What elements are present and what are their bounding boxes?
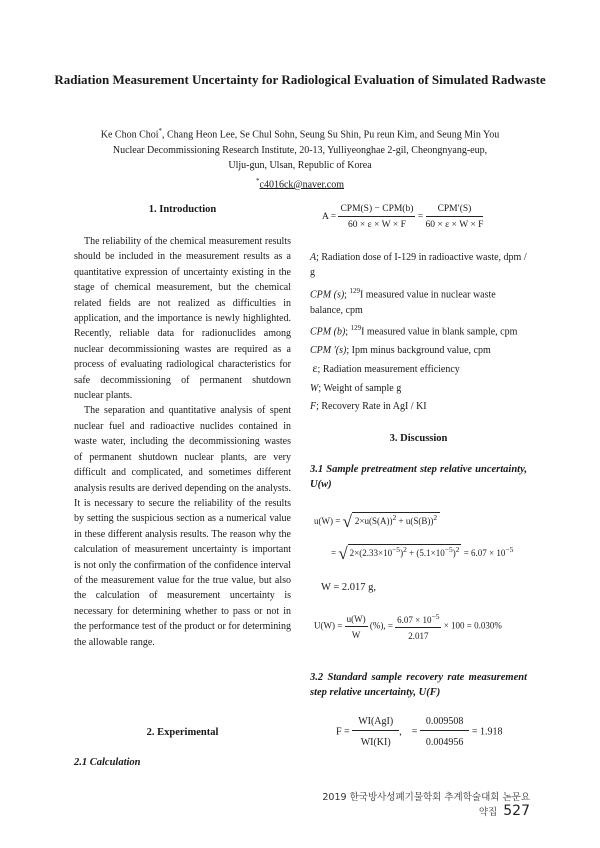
- page-footer: [320, 789, 530, 819]
- section-3-2-heading: 3.2 Standard sample recovery rate measurement step relative uncertainty, U(F): [310, 672, 527, 699]
- affiliation-line-2: Ulju-gun, Ulsan, Republic of Korea: [228, 160, 372, 172]
- discussion-heading: 3. Discussion: [389, 433, 448, 444]
- paper-title: Radiation Measurement Uncertainty for Radiological Evaluation of Simulated Radwaste: [54, 72, 546, 87]
- intro-paragraph-1: The reliability of the chemical measurement results should be included in the measurement results as a quantitative expression of uncertainty existing in the stage of chemical measurement, but the chemical related fields are not realized as difficulties in application, and the importance is newly highlighted. Recently, reliable data for radionuclides among nuclear decommissioning wastes are required as a process of evaluating radiological characteristics for safe decommissioning of permanent shutdown nuclear plants.: [74, 236, 291, 402]
- sqrt-icon: √: [338, 544, 348, 563]
- weight-value: W = 2.017 g,: [321, 582, 377, 593]
- proceedings-name: 2019 한국방사성폐기물학회 추계학술대회 논문요약집: [322, 792, 530, 818]
- author-names: Ke Chon Choi*, Chang Heon Lee, Se Chul Sohn, Seung Su Shin, Pu reun Kim, and Seung Min You: [100, 127, 500, 141]
- intro-paragraph-2: The separation and quantitative analysis of spent nuclear fuel and radioactive nuclides contained in waste water, including the decommissioning wastes of permanent shutdown nuclear plants, are very difficult and complicated, and sometimes different analysis results are derived depending on the analysts. It is necessary to secure the reliability of the results by setting the suspicious section as a numerical value in these different analysis results. The reason why the calculation of measurement uncertainty is important is not only the confirmation of the confidence interval of the measurement value for the true value, but also the calculation of measurement uncertainty is necessary for determining whether to pass or not in the performance test of the product or for determining the allowable range.: [74, 405, 291, 648]
- calculation-heading: 2.1 Calculation: [74, 757, 141, 768]
- section-3-1-heading: 3.1 Sample pretreatment step relative uncertainty, U(w): [310, 464, 527, 491]
- contact-email[interactable]: *c4016ck@naver.com: [256, 176, 344, 191]
- equation-relative-uw: U(W) = $\frac{u(W)}{W}$ (%), = $\frac{6.07 \times 10^{-5}}{2.017}$ × 100 = 0.030%: [314, 612, 502, 641]
- definition-cpm-b: CPM (b); $^{129}$I measured value in blank sample, cpm: [310, 323, 518, 338]
- email-link[interactable]: c4016ck@naver.com: [259, 179, 344, 191]
- equation-uw-line1: u(W) = √ $2\times u(S(A))^2 + u(S(B))^2$: [314, 508, 440, 532]
- sqrt-icon: √: [342, 512, 352, 531]
- experimental-heading: 2. Experimental: [146, 727, 219, 738]
- equation-activity: A = $\frac{\text{CPM(S) − CPM(b)}}{60 \times \varepsilon \times W \times F}$ = $\frac{\text{CPM′(S)}}{60 \times \varepsilon \times W \times F}$: [322, 204, 484, 230]
- intro-heading: 1. Introduction: [148, 204, 217, 215]
- definition-W: W; Weight of sample g: [310, 382, 402, 394]
- definition-cpm-prime: CPM ′(s); Ipm minus background value, cpm: [310, 344, 491, 356]
- variable-definitions: [310, 250, 527, 417]
- affiliation-line-1: Nuclear Decommissioning Research Institute, 20-13, Yulliyeonghae 2-gil, Cheongnyang-eup,: [112, 144, 488, 156]
- definition-epsilon: ε; Radiation measurement efficiency: [312, 361, 460, 376]
- equation-uw-line2: = √ $2\times(2.33\times 10^{-5})^2 + (5.1\times 10^{-5})^2 = 6.07 \times 10^{-5}$: [331, 544, 514, 563]
- equation-recovery-rate: F = $\frac{\text{WI(AgI)}}{WI(KI)}$ , = $\frac{0.009508}{0.004956}$ = 1.918: [336, 716, 503, 748]
- page-number: 527: [503, 803, 530, 819]
- author-block: [40, 124, 560, 193]
- intro-body: [74, 234, 291, 650]
- definition-F: F; Recovery Rate in AgI / KI: [310, 400, 427, 412]
- definition-A: A; Radiation dose of I-129 in radioactive waste, dpm / g: [310, 252, 527, 279]
- definition-cpm-s: CPM (s); $^{129}$I measured value in nuclear waste balance, cpm: [310, 286, 496, 316]
